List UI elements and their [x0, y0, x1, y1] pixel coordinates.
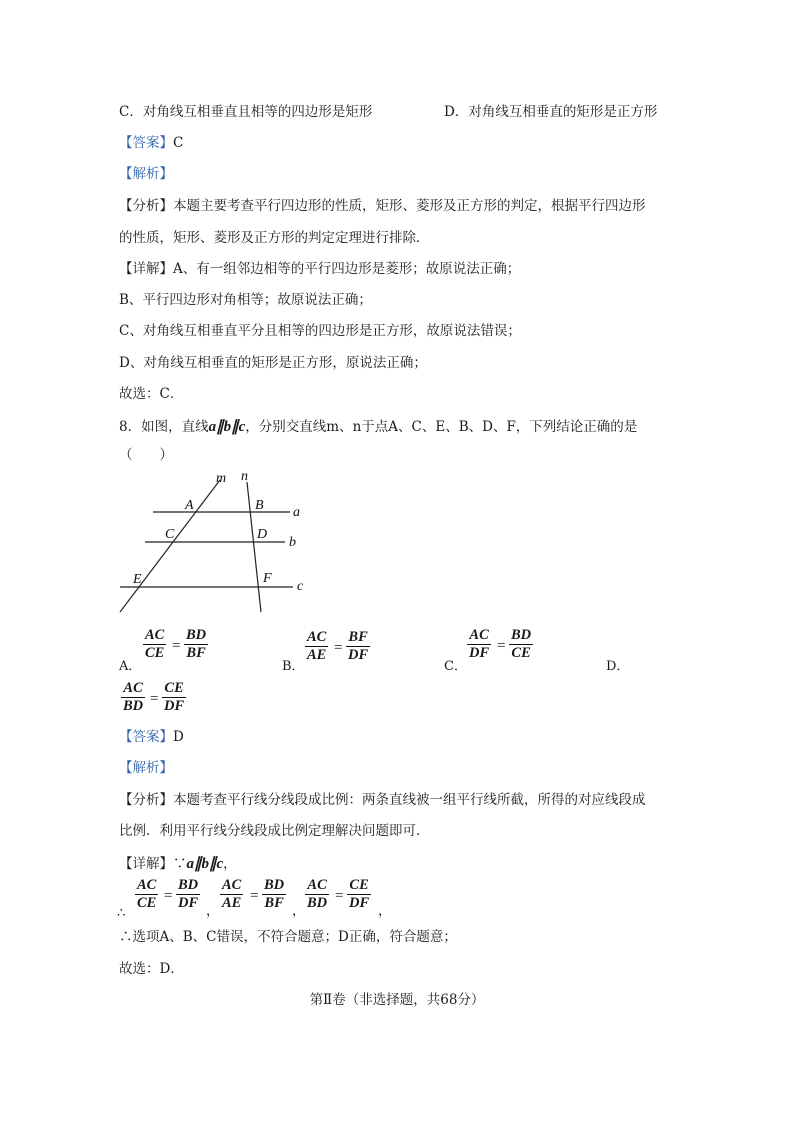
option-d-label: D．: [606, 659, 630, 674]
q8-choose-line: 故选：D．: [119, 961, 184, 977]
label-E: E: [133, 572, 142, 587]
option-b-left-frac: $\frac{AC}{AE}$: [307, 629, 327, 663]
fenxi-tag: 【分析】: [119, 198, 173, 214]
q8-analysis-tag: 【解析】: [119, 760, 173, 776]
detail-frac-3-eq: =: [335, 888, 344, 904]
option-c-eq: =: [497, 638, 506, 654]
comma-1: ，: [206, 903, 220, 919]
option-a-left-frac: $\frac{AC}{CE}$: [145, 627, 165, 661]
detail-frac-1-eq: =: [164, 888, 173, 904]
fenxi-line-1: 【分析】本题主要考查平行四边形的性质，矩形、菱形及正方形的判定，根据平行四边形: [119, 198, 646, 214]
detail-frac-2-left: $\frac{AC}{AE}$: [222, 877, 242, 911]
q8-fenxi-line-1: 【分析】本题考查平行线分线段成比例：两条直线被一组平行线所截，所得的对应线段成: [119, 792, 646, 808]
label-a: a: [293, 505, 300, 520]
therefore-symbol: ∴: [117, 905, 126, 921]
q8-answer-row: [119, 728, 184, 746]
analysis-tag: 【解析】: [119, 166, 173, 182]
answer-row: [119, 134, 183, 152]
option-d-eq: =: [150, 691, 159, 707]
line-m: [120, 480, 220, 612]
option-c-left-frac: $\frac{AC}{DF}$: [469, 627, 490, 661]
fenxi-line-2: 的性质，矩形、菱形及正方形的判定定理进行排除．: [119, 230, 430, 246]
parallel-expr: a∥b∥c: [208, 419, 246, 435]
detail-tag: 【详解】: [119, 261, 173, 277]
detail-frac-3-left: $\frac{AC}{BD}$: [307, 877, 328, 911]
label-F: F: [263, 571, 272, 586]
option-a-right-frac: $\frac{BD}{BF}$: [186, 627, 207, 661]
detail-frac-2-eq: =: [250, 888, 259, 904]
q8-conclusion: ∴选项A、B、C错误，不符合题意；D正确，符合题意；: [119, 929, 457, 945]
section-title: 第Ⅱ卷（非选择题，共68分）: [309, 992, 485, 1008]
label-C: C: [165, 527, 175, 542]
q8-paren: （ ）: [119, 447, 173, 463]
label-c: c: [297, 579, 304, 594]
q8-answer-tag: 【答案】: [119, 729, 173, 745]
q8-answer-value: D: [173, 729, 184, 745]
choose-line: 故选：C．: [119, 386, 184, 402]
detail-line-a: 【详解】A、有一组邻边相等的平行四边形是菱形；故原说法正确；: [119, 261, 521, 277]
detail-line-b: B、平行四边形对角相等；故原说法正确；: [119, 292, 372, 308]
option-a-eq: =: [172, 638, 181, 654]
label-n: n: [241, 469, 248, 484]
option-b-right-frac: $\frac{BF}{DF}$: [348, 629, 369, 663]
detail-line-c: C、对角线互相垂直平分且相等的四边形是正方形，故原说法错误；: [119, 323, 521, 339]
label-B: B: [255, 498, 264, 513]
option-c-right-frac: $\frac{BD}{CE}$: [511, 627, 532, 661]
option-b-eq: =: [334, 640, 343, 656]
comma-2: ，: [292, 903, 306, 919]
parallel-lines-figure: [115, 466, 315, 616]
q8-fenxi-tag: 【分析】: [119, 792, 173, 808]
label-m: m: [216, 471, 227, 486]
detail-frac-2-right: $\frac{BD}{BF}$: [264, 877, 285, 911]
option-d-right-frac: $\frac{CE}{DF}$: [164, 680, 185, 714]
q8-detail-line: 【详解】∵a∥b∥c，: [119, 856, 237, 872]
option-c-text: C．对角线互相垂直且相等的四边形是矩形: [119, 104, 373, 120]
detail-frac-1-left: $\frac{AC}{CE}$: [137, 877, 157, 911]
label-D: D: [257, 527, 268, 542]
option-c-label: C．: [444, 659, 467, 674]
option-b-label: B．: [282, 659, 305, 674]
label-A: A: [185, 498, 194, 513]
q8-detail-tag: 【详解】: [119, 856, 173, 872]
answer-value: C: [173, 135, 184, 151]
option-d-left-frac: $\frac{AC}{BD}$: [123, 680, 144, 714]
answer-tag: 【答案】: [119, 135, 173, 151]
detail-frac-3-right: $\frac{CE}{DF}$: [349, 877, 370, 911]
option-a-label: A．: [119, 659, 142, 674]
q8-stem: 8．如图，直线a∥b∥c，分别交直线m、n于点A、C、E、B、D、F，下列结论正确的是: [119, 419, 638, 435]
option-d-text: D．对角线互相垂直的矩形是正方形: [444, 104, 658, 120]
comma-3: ，: [378, 903, 392, 919]
q8-fenxi-line-2: 比例．利用平行线分线段成比例定理解决问题即可．: [119, 823, 430, 839]
detail-line-d: D、对角线互相垂直的矩形是正方形，原说法正确；: [119, 355, 427, 371]
label-b: b: [289, 535, 296, 550]
detail-frac-1-right: $\frac{BD}{DF}$: [178, 877, 199, 911]
